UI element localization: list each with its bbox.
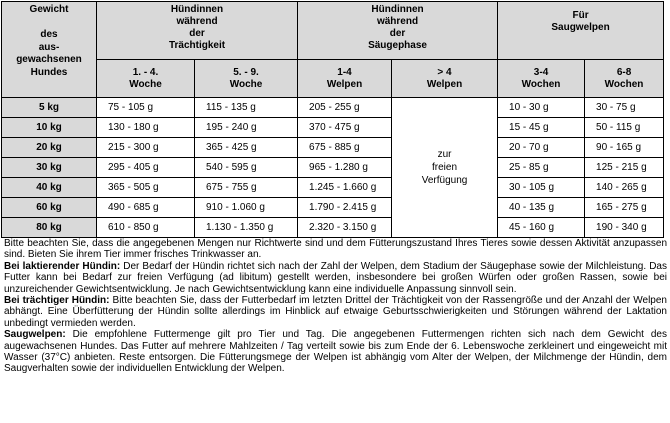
- row-weight: 10 kg: [2, 118, 97, 138]
- cell-pregnancy-1-4: 365 - 505 g: [97, 178, 195, 198]
- table-row: [2, 218, 664, 238]
- header-nursing: [298, 2, 498, 60]
- cell-nursing-1-4: 675 - 885 g: [298, 138, 392, 158]
- header-nursing-label: Hündinnen während der Säugephase: [368, 4, 427, 51]
- header-pregnancy: [97, 2, 298, 60]
- table-row: [2, 138, 664, 158]
- cell-pregnancy-5-9: 540 - 595 g: [195, 158, 298, 178]
- cell-nursing-1-4: 205 - 255 g: [298, 98, 392, 118]
- cell-pregnancy-1-4: 295 - 405 g: [97, 158, 195, 178]
- note-puppies-label: Saugwelpen:: [4, 329, 66, 341]
- note-nursing-label: Bei laktierender Hündin:: [4, 260, 121, 272]
- cell-pregnancy-5-9: 675 - 755 g: [195, 178, 298, 198]
- cell-puppies-3-4: 25 - 85 g: [498, 158, 585, 178]
- note-nursing-text: Der Bedarf der Hündin richtet sich nach der Zahl der Welpen, dem Stadium der Säugephase sowie der Milchleistung. Das Futter kann bei Bedarf zur freien Verfügung (ad libitum) gestellt werden, insbesondere bei großen Würfen oder großen Rassen, sowie bei unzureichender Gewichtsentwicklung. Je nach Gewichtsentwicklung kann eine individuelle Anpassung sinnvoll sein.: [4, 260, 667, 295]
- cell-puppies-6-8: 140 - 265 g: [585, 178, 664, 198]
- cell-puppies-3-4: 45 - 160 g: [498, 218, 585, 238]
- subheader-nursing-over-4-puppies: > 4 Welpen: [392, 60, 498, 98]
- subheader-nursing-1-4-puppies: 1-4 Welpen: [298, 60, 392, 98]
- cell-free-feeding: [392, 98, 498, 238]
- row-weight: 40 kg: [2, 178, 97, 198]
- cell-puppies-6-8: 50 - 115 g: [585, 118, 664, 138]
- cell-pregnancy-5-9: 910 - 1.060 g: [195, 198, 298, 218]
- note-pregnant: [4, 295, 667, 329]
- cell-puppies-3-4: 30 - 105 g: [498, 178, 585, 198]
- header-puppies: [498, 2, 664, 60]
- cell-nursing-1-4: 1.245 - 1.660 g: [298, 178, 392, 198]
- header-weight: [2, 2, 97, 98]
- cell-nursing-1-4: 2.320 - 3.150 g: [298, 218, 392, 238]
- row-weight: 60 kg: [2, 198, 97, 218]
- note-intro: Bitte beachten Sie, dass die angegebenen Mengen nur Richtwerte sind und dem Fütterungszustand Ihres Tieres sowie dessen Aktivität anzupassen sind. Bieten Sie ihrem Tier immer frisches Trinkwasser an.: [4, 238, 667, 261]
- table-row: [2, 198, 664, 218]
- note-pregnant-text: Bitte beachten Sie, dass der Futterbedarf im letzten Drittel der Trächtigkeit von der Rassengröße und der Anzahl der Welpen abhängt. Eine Überfütterung der Hündin sollte allerdings im Hinblick auf etwaige Geburtsschwierigkeiten und Störungen während der Laktation unbedingt vermieden werden.: [4, 295, 667, 329]
- free-feeding-label: zur freien Verfügung: [421, 149, 468, 186]
- row-weight: 20 kg: [2, 138, 97, 158]
- cell-pregnancy-1-4: 215 - 300 g: [97, 138, 195, 158]
- table-row: [2, 178, 664, 198]
- cell-puppies-6-8: 190 - 340 g: [585, 218, 664, 238]
- cell-pregnancy-5-9: 1.130 - 1.350 g: [195, 218, 298, 238]
- cell-puppies-6-8: 125 - 215 g: [585, 158, 664, 178]
- cell-pregnancy-5-9: 195 - 240 g: [195, 118, 298, 138]
- cell-pregnancy-1-4: 130 - 180 g: [97, 118, 195, 138]
- subheader-pregnancy-weeks-1-4: 1. - 4. Woche: [97, 60, 195, 98]
- header-puppies-label: Für Saugwelpen: [551, 10, 610, 33]
- cell-nursing-1-4: 1.790 - 2.415 g: [298, 198, 392, 218]
- cell-puppies-3-4: 20 - 70 g: [498, 138, 585, 158]
- table-row: [2, 158, 664, 178]
- row-weight: 80 kg: [2, 218, 97, 238]
- cell-puppies-3-4: 10 - 30 g: [498, 98, 585, 118]
- header-pregnancy-label: Hündinnen während der Trächtigkeit: [168, 4, 226, 51]
- subheader-pregnancy-weeks-5-9: 5. - 9. Woche: [195, 60, 298, 98]
- row-weight: 5 kg: [2, 98, 97, 118]
- cell-puppies-6-8: 165 - 275 g: [585, 198, 664, 218]
- cell-puppies-3-4: 40 - 135 g: [498, 198, 585, 218]
- subheader-puppies-weeks-3-4: 3-4 Wochen: [498, 60, 585, 98]
- feeding-table: [1, 1, 664, 238]
- cell-pregnancy-5-9: 115 - 135 g: [195, 98, 298, 118]
- note-pregnant-label: Bei trächtiger Hündin:: [4, 295, 110, 307]
- feeding-notes: [4, 238, 667, 375]
- table-row: [2, 118, 664, 138]
- cell-pregnancy-1-4: 490 - 685 g: [97, 198, 195, 218]
- cell-puppies-6-8: 30 - 75 g: [585, 98, 664, 118]
- row-weight: 30 kg: [2, 158, 97, 178]
- cell-puppies-6-8: 90 - 165 g: [585, 138, 664, 158]
- cell-nursing-1-4: 965 - 1.280 g: [298, 158, 392, 178]
- note-puppies-text: Die empfohlene Futtermenge gilt pro Tier und Tag. Die angegebenen Futtermengen richten sich nach dem Gewicht des augewachsenen Hundes. Das Futter auf mehrere Mahlzeiten / Tag verteilt sowie bis zum Ende der 6. Lebenswoche zerkleinert und eingeweicht mit Wasser (37°C) anbieten. Reste entsorgen. Die Fütterungsmege der Welpen ist abhängig vom Alter der Welpen, der Milchmenge der Hündin, dem Saugverhalten sowie der individuellen Entwicklung der Welpen.: [4, 329, 667, 375]
- cell-nursing-1-4: 370 - 475 g: [298, 118, 392, 138]
- subheader-puppies-weeks-6-8: 6-8 Wochen: [585, 60, 664, 98]
- cell-puppies-3-4: 15 - 45 g: [498, 118, 585, 138]
- cell-pregnancy-5-9: 365 - 425 g: [195, 138, 298, 158]
- note-nursing: [4, 261, 667, 295]
- cell-pregnancy-1-4: 610 - 850 g: [97, 218, 195, 238]
- header-weight-label: Gewicht des aus- gewachsenen Hundes: [16, 4, 82, 78]
- cell-pregnancy-1-4: 75 - 105 g: [97, 98, 195, 118]
- table-row: [2, 98, 664, 118]
- note-puppies: [4, 329, 667, 375]
